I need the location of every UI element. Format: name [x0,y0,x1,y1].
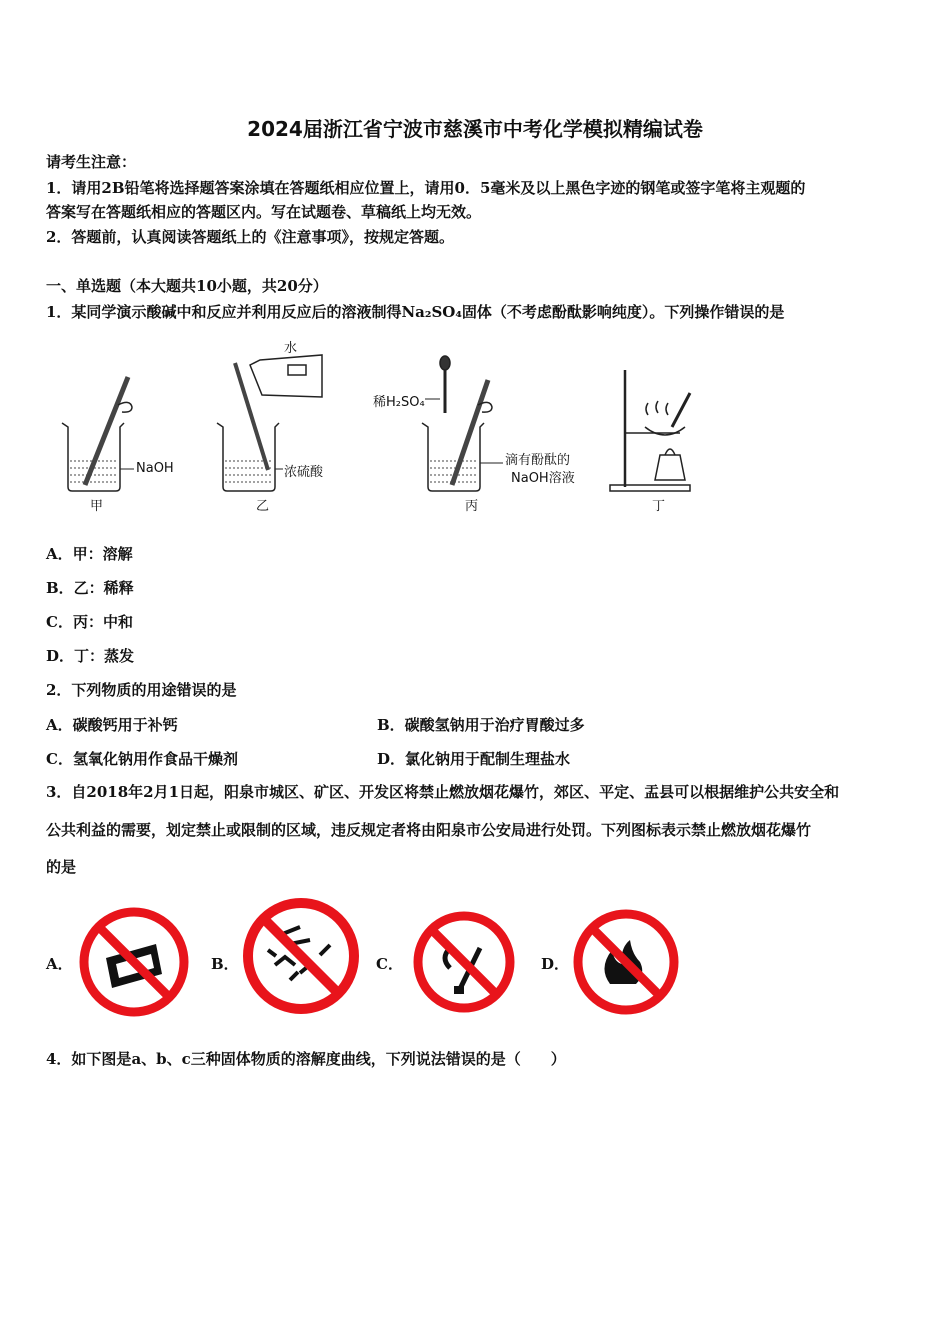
label-bing: 丙 [465,499,479,514]
label-yi: 乙 [256,499,270,514]
q2-option-b: B．碳酸氢钠用于治疗胃酸过多 [377,716,585,734]
label-jia: 甲 [90,499,104,514]
notice-item-1-line-1: 1．请用2B铅笔将选择题答案涂填在答题纸相应位置上，请用0．5毫米及以上黑色字迹的钢笔或签字笔将主观题的 [46,179,806,197]
iron-stand-base [610,485,690,491]
glass-rod-bing [452,380,488,485]
q2-option-a: A．碳酸钙用于补钙 [46,716,178,734]
water-bottle [250,355,322,397]
glass-rod-yi [235,363,268,470]
beaker-yi [217,423,279,491]
no-fireworks-sign-icon [240,895,362,1017]
no-smoking-sign-icon [410,908,518,1016]
label-ding: 丁 [652,499,666,514]
q3-label-b: B． [211,955,239,973]
q2-option-d: D．氯化钠用于配制生理盐水 [377,750,571,768]
notice-item-2: 2．答题前，认真阅读答题纸上的《注意事项》，按规定答题。 [46,228,454,246]
label-naoh: NaOH [136,461,174,476]
notice-item-1-line-2: 答案写在答题纸相应的答题区内。写在试题卷、草稿纸上均无效。 [46,203,482,221]
label-water: 水 [284,341,298,356]
alcohol-lamp [655,455,685,480]
label-phenolphthalein-2: NaOH溶液 [511,471,575,486]
q1-option-b: B．乙：稀释 [46,579,134,597]
label-phenolphthalein-1: 滴有酚酞的 [505,453,571,468]
label-dilute-acid: 稀H₂SO₄ [373,395,425,410]
question-3-stem-line-1: 3．自2018年2月1日起，阳泉市城区、矿区、开发区将禁止燃放烟花爆竹，郊区、平定、盂县可以根据维护公共安全和 [46,783,840,801]
no-open-flame-sign-icon [570,906,682,1018]
apparatus-drawing [40,335,740,520]
stir-arrow-jia [118,402,132,412]
q1-apparatus-figure [40,335,740,520]
steam-lines [646,401,668,415]
no-matches-sign-icon [76,904,192,1020]
dropper-bulb [440,356,450,370]
lamp-flame [665,449,675,455]
q1-option-c: C．丙：中和 [46,613,133,631]
stirring-rod-ding [672,393,690,427]
bottle-label [288,365,306,375]
question-1-stem: 1．某同学演示酸碱中和反应并利用反应后的溶液制得Na₂SO₄固体（不考虑酚酞影响纯度）。下列操作错误的是 [46,303,785,321]
beaker-jia [62,423,124,491]
q3-label-c: C． [376,955,403,973]
question-3-stem-line-3: 的是 [46,858,77,876]
q2-option-c: C．氢氧化钠用作食品干燥剂 [46,750,238,768]
q3-label-a: A． [46,955,73,973]
section-heading: 一、单选题（本大题共10小题，共20分） [46,277,328,295]
question-3-stem-line-2: 公共利益的需要，划定禁止或限制的区域，违反规定者将由阳泉市公安局进行处罚。下列图标表示禁止燃放烟花爆竹 [46,821,812,839]
q3-label-d: D． [541,955,570,973]
q1-option-a: A．甲：溶解 [46,545,133,563]
q1-option-d: D．丁：蒸发 [46,647,135,665]
page-title: 2024届浙江省宁波市慈溪市中考化学模拟精编试卷 [247,117,703,141]
label-conc-acid: 浓硫酸 [284,465,324,480]
evaporating-dish [645,427,685,435]
question-4-stem: 4．如下图是a、b、c三种固体物质的溶解度曲线，下列说法错误的是（ ） [46,1050,566,1068]
question-2-stem: 2．下列物质的用途错误的是 [46,681,237,699]
notice-heading: 请考生注意： [46,153,137,171]
